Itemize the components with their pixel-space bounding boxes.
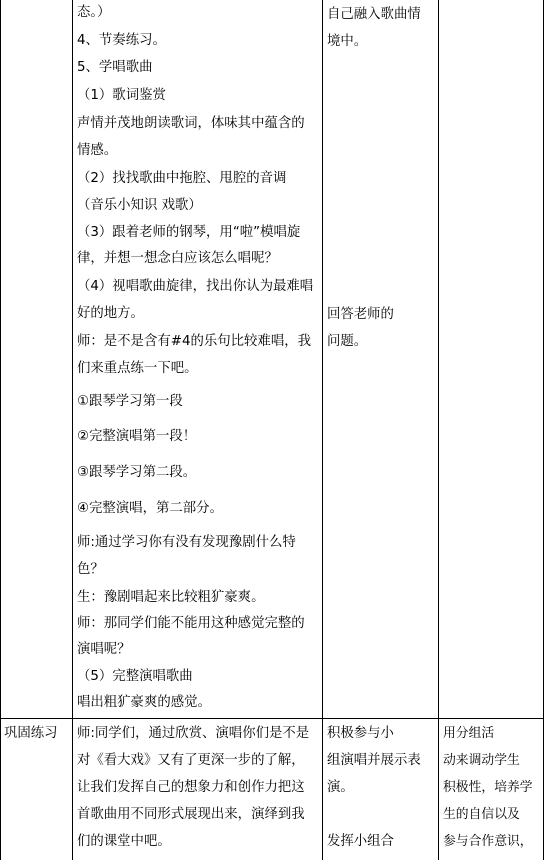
content-line: （4）视唱歌曲旋律，找出你认为最难唱 xyxy=(77,279,314,294)
content-line: 4、节奏练习。 xyxy=(77,33,166,48)
content-line: 5、学唱歌曲 xyxy=(77,60,153,75)
purpose-line: 动来调动学生 xyxy=(443,753,520,768)
content-line: 色？ xyxy=(77,562,104,577)
content-line: ①跟琴学习第一段 xyxy=(77,394,183,409)
content-line: 唱出粗犷豪爽的感觉。 xyxy=(77,695,211,710)
content-line: ②完整演唱第一段！ xyxy=(77,429,197,444)
student-line: 组演唱并展示表 xyxy=(327,753,421,768)
purpose-line: 用分组活 xyxy=(443,726,495,741)
content-line: ③跟琴学习第二段。 xyxy=(77,465,197,480)
content-line: （5）完整演唱歌曲 xyxy=(77,669,193,684)
column-divider-2 xyxy=(322,0,323,860)
content-line: （3）跟着老师的钢琴，用“啦”模唱旋 xyxy=(77,225,301,240)
content-line: 们的课堂中吧。 xyxy=(77,834,171,849)
content-line: 师:同学们，通过欣赏、演唱你们是不是 xyxy=(77,726,310,741)
content-line: 律，并想一想念白应该怎么唱呢？ xyxy=(77,251,278,266)
content-line: 生：豫剧唱起来比较粗犷豪爽。 xyxy=(77,590,265,605)
student-line: 境中。 xyxy=(327,34,368,49)
content-line: 对《看大戏》又有了更深一步的了解， xyxy=(77,753,305,768)
student-line: 发挥小组合 xyxy=(327,834,394,849)
content-line: 师：是不是含有#4的乐句比较难唱，我 xyxy=(77,334,311,349)
student-line: 回答老师的 xyxy=(327,307,394,322)
table-border-left xyxy=(0,0,1,860)
student-line: 演。 xyxy=(327,780,354,795)
purpose-line: 生的自信以及 xyxy=(443,807,520,822)
content-line: 让我们发挥自己的想象力和创作力把这 xyxy=(77,780,305,795)
column-divider-1 xyxy=(72,0,73,860)
student-line: 积极参与小 xyxy=(327,726,394,741)
student-line: 自己融入歌曲情 xyxy=(327,7,421,22)
row-divider xyxy=(0,718,544,719)
row-label-practice: 巩固练习 xyxy=(4,726,58,741)
content-line: （音乐小知识 戏歌） xyxy=(77,198,202,213)
content-line: （1）歌词鉴赏 xyxy=(77,88,166,103)
purpose-line: 参与合作意识， xyxy=(443,834,533,849)
purpose-line: 积极性，培养学 xyxy=(443,780,533,795)
content-line: （2）找找歌曲中拖腔、甩腔的音调 xyxy=(77,171,287,186)
content-line: 首歌曲用不同形式展现出来，演绎到我 xyxy=(77,807,305,822)
content-line: 演唱呢？ xyxy=(77,642,131,657)
content-line: 好的地方。 xyxy=(77,306,144,321)
content-line: 师:通过学习你有没有发现豫剧什么特 xyxy=(77,535,296,550)
content-line: 声情并茂地朗读歌词，体味其中蕴含的 xyxy=(77,116,305,131)
table-border-right xyxy=(543,0,544,860)
student-line: 问题。 xyxy=(327,334,368,349)
content-line: ④完整演唱，第二部分。 xyxy=(77,501,223,516)
content-line: 情感。 xyxy=(77,143,118,158)
column-divider-3 xyxy=(438,0,439,860)
content-line: 们来重点练一下吧。 xyxy=(77,361,198,376)
content-line: 师：那同学们能不能用这种感觉完整的 xyxy=(77,616,305,631)
content-line: 态。） xyxy=(77,5,111,20)
